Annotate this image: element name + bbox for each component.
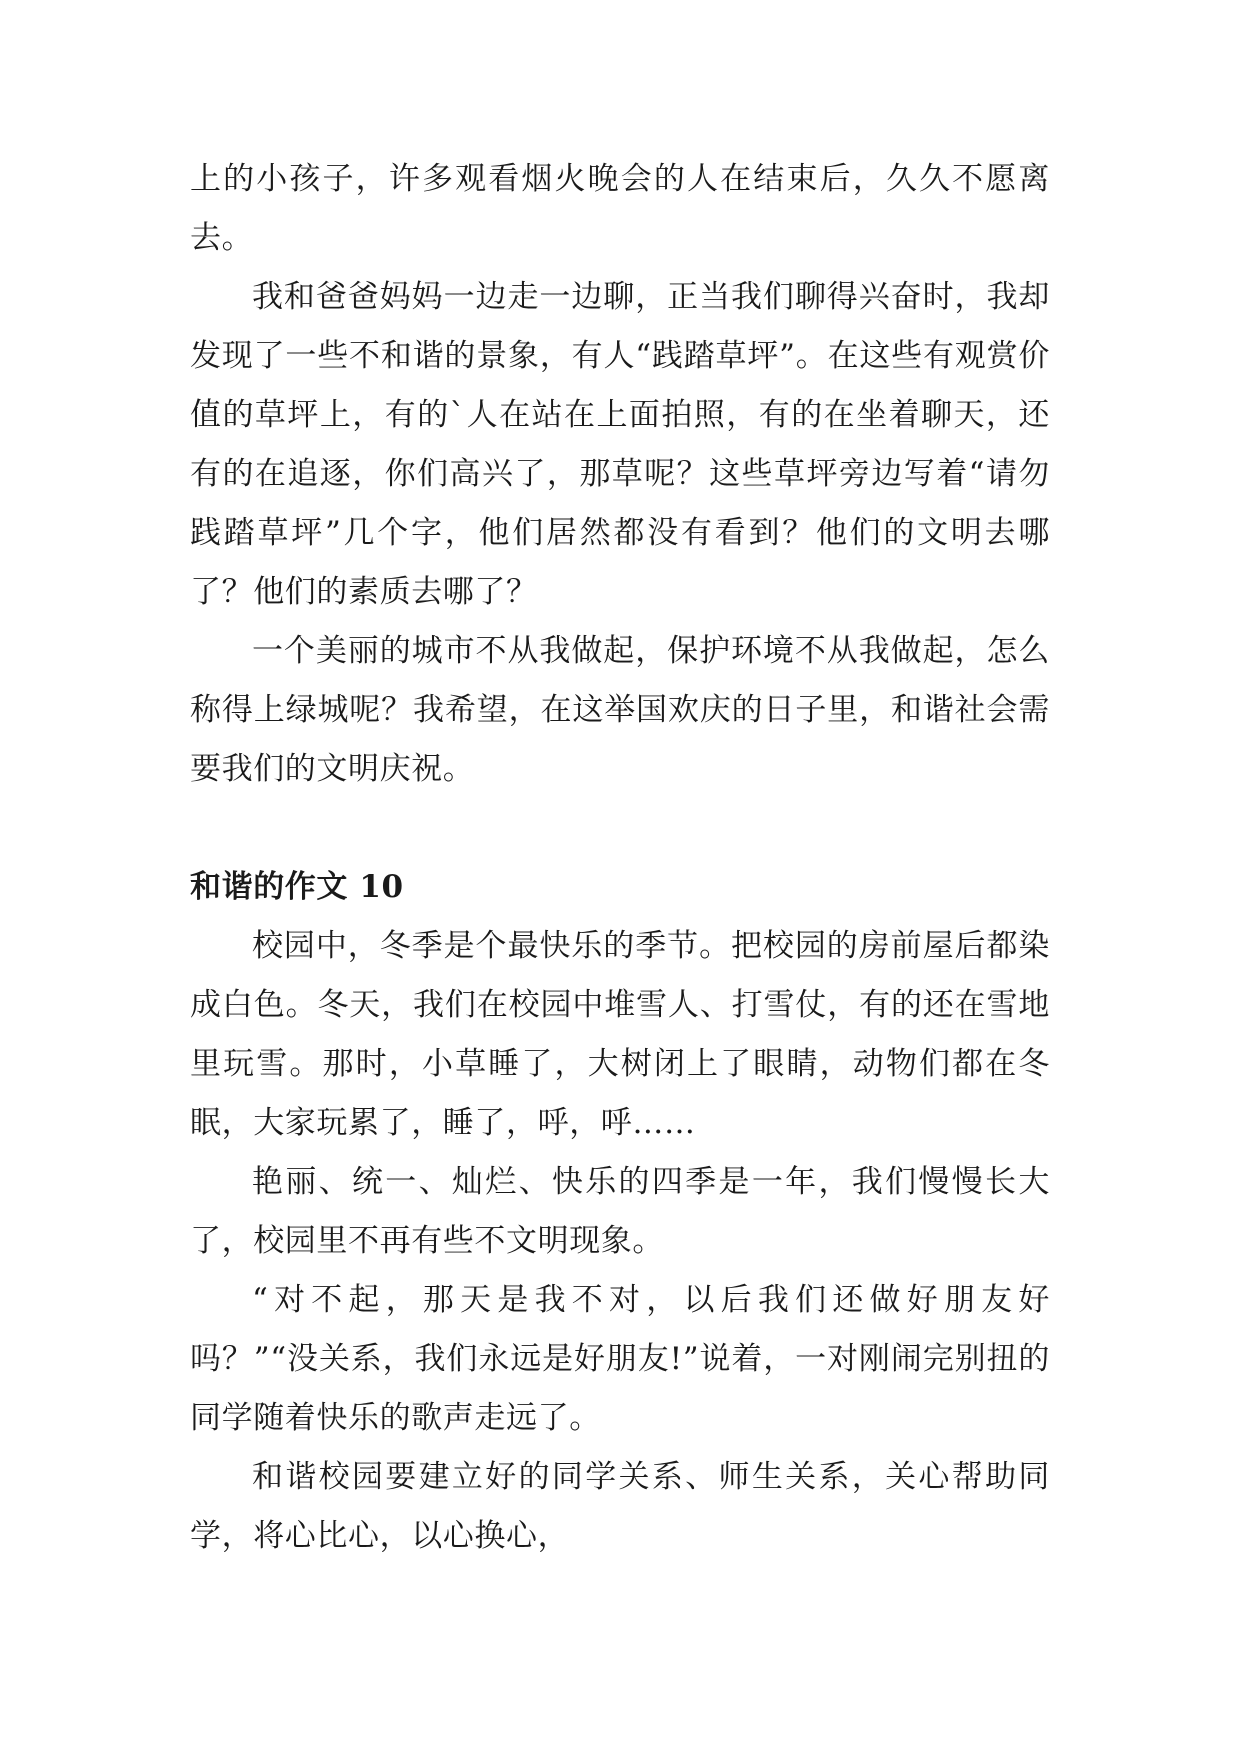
paragraph-trampling-grass: 我和爸爸妈妈一边走一边聊，正当我们聊得兴奋时，我却发现了一些不和谐的景象，有人“践踏草坪”。在这些有观赏价值的草坪上，有的`人在站在上面拍照，有的在坐着聊天，还有的在追逐，你们高兴了，那草呢？这些草坪旁边写着“请勿践踏草坪”几个字，他们居然都没有看到？他们的文明去哪了？他们的素质去哪了？ (190, 279, 1050, 610)
document-page (190, 150, 1050, 1566)
paragraph-winter-campus: 校园中，冬季是个最快乐的季节。把校园的房前屋后都染成白色。冬天，我们在校园中堆雪人、打雪仗，有的还在雪地里玩雪。那时，小草睡了，大树闭上了眼睛，动物们都在冬眠，大家玩累了，睡了，呼，呼…… (190, 928, 1050, 1141)
paragraph-four-seasons: 艳丽、统一、灿烂、快乐的四季是一年，我们慢慢长大了，校园里不再有些不文明现象。 (190, 1164, 1050, 1259)
paragraph-apology: “对不起，那天是我不对，以后我们还做好朋友好吗？”“没关系，我们永远是好朋友!”说着，一对刚闹完别扭的同学随着快乐的歌声走远了。 (190, 1282, 1050, 1436)
section-title: 和谐的作文 10 (190, 869, 404, 905)
paragraph-green-city: 一个美丽的城市不从我做起，保护环境不从我做起，怎么称得上绿城呢？我希望，在这举国欢庆的日子里，和谐社会需要我们的文明庆祝。 (190, 633, 1050, 787)
paragraph-continuation: 上的小孩子，许多观看烟火晚会的人在结束后，久久不愿离去。 (190, 161, 1050, 256)
paragraph-harmonious-campus: 和谐校园要建立好的同学关系、师生关系，关心帮助同学，将心比心，以心换心， (190, 1459, 1050, 1554)
